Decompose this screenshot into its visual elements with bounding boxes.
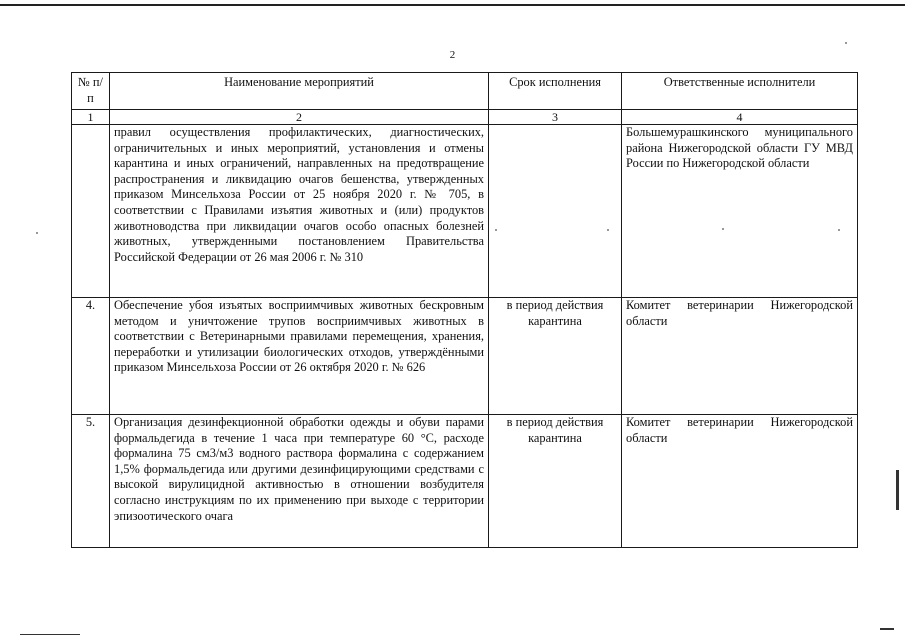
scan-speck (495, 229, 497, 231)
table-row (72, 298, 858, 415)
column-number: 1 (72, 110, 110, 125)
row-responsible: Комитет ветеринарии Нижегородской области (622, 298, 858, 415)
scan-edge-mark (20, 634, 80, 635)
scan-speck (845, 42, 847, 44)
row-term: в период действия карантина (489, 298, 622, 415)
row-term: в период действия карантина (489, 415, 622, 548)
row-number: 5. (72, 415, 110, 548)
column-number: 3 (489, 110, 622, 125)
column-number-row (72, 110, 858, 125)
row-term (489, 125, 622, 298)
table-row (72, 415, 858, 548)
header-responsible: Ответственные исполнители (622, 73, 858, 110)
top-rule (0, 4, 905, 6)
row-number: 4. (72, 298, 110, 415)
row-responsible: Большемурашкинского муниципального района Нижегородской области ГУ МВД России по Нижегородской области (622, 125, 858, 298)
scan-speck (838, 229, 840, 231)
measures-table (71, 72, 858, 548)
row-action: Обеспечение убоя изъятых восприимчивых животных бескровным методом и уничтожение трупов восприимчивых животных в соответствии с Ветеринарными правилами перемещения, хранения, переработки и утилизации биологических отходов, утверждёнными приказом Минсельхоза России от 26 октября 2020 г. № 626 (110, 298, 489, 415)
row-number (72, 125, 110, 298)
header-number: № п/п (72, 73, 110, 110)
scan-edge-mark (896, 470, 899, 510)
row-action: правил осуществления профилактических, диагностических, ограничительных и иных мероприятий, установления и отмены карантина и иных ограничений, направленных на предотвращение распространения и ликвидацию очагов бешенства, утвержденных приказом Минсельхоза России от 25 ноября 2020 г. № 705, в соответствии с Правилами изъятия животных и (или) продуктов животноводства при ликвидации очагов особо опасных болезней животных, утвержденными постановлением Правительства Российской Федерации от 26 мая 2006 г. № 310 (110, 125, 489, 298)
scan-speck (607, 229, 609, 231)
row-responsible: Комитет ветеринарии Нижегородской области (622, 415, 858, 548)
scan-edge-mark (880, 628, 894, 630)
header-action: Наименование мероприятий (110, 73, 489, 110)
header-term: Срок исполнения (489, 73, 622, 110)
scan-speck (722, 228, 724, 230)
table-row (72, 125, 858, 298)
scan-speck (36, 232, 38, 234)
table-header-row (72, 73, 858, 110)
page-number: 2 (449, 49, 456, 61)
row-action: Организация дезинфекционной обработки одежды и обуви парами формальдегида в течение 1 часа при температуре 60 °С, расходе формалина 75 см3/м3 водного раствора формалина с содержанием 1,5% формальдегида или другими дезинфицирующими средствами с высокой вирулицидной активностью в отношении возбудителя согласно инструкциям по их применению при выходе с территории эпизоотического очага (110, 415, 489, 548)
column-number: 2 (110, 110, 489, 125)
column-number: 4 (622, 110, 858, 125)
